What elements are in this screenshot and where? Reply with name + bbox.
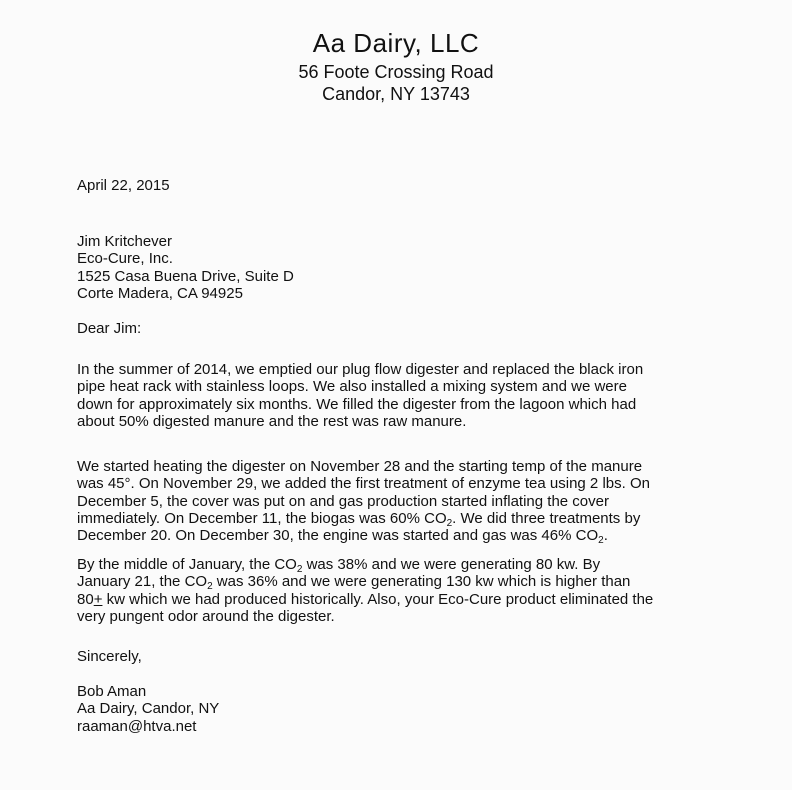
text-fragment: kw which we had produced historically. Also, your Eco-Cure product eliminated the	[102, 590, 654, 608]
recipient-name: Jim Kritchever	[77, 233, 173, 250]
company-name: Aa Dairy, LLC	[312, 28, 480, 58]
paragraph-2	[77, 458, 737, 547]
paragraph-line: pipe heat rack with stainless loops. We also installed a mixing system and we were	[77, 378, 627, 396]
subscript: 2	[296, 564, 303, 575]
text-fragment: By the middle of January, the CO	[77, 556, 297, 573]
text-fragment: was 36% and we were generating 130 kw which is higher than	[212, 573, 631, 591]
subscript: 2	[446, 517, 453, 529]
paragraph-line	[77, 510, 737, 527]
company-address-line1: 56 Foote Crossing Road	[298, 62, 494, 82]
paragraph-1	[77, 361, 737, 430]
paragraph-line: In the summer of 2014, we emptied our plug flow digester and replaced the black iron	[77, 361, 644, 378]
paragraph-line	[77, 591, 737, 608]
signature-block	[77, 683, 737, 735]
signer-org: Aa Dairy, Candor, NY	[77, 700, 220, 718]
plus-minus-underlined: +	[93, 590, 103, 608]
closing: Sincerely,	[77, 648, 142, 665]
text-fragment: .	[603, 527, 608, 545]
recipient-company: Eco-Cure, Inc.	[77, 250, 173, 268]
paragraph-line: about 50% digested manure and the rest was raw manure.	[77, 412, 467, 430]
paragraph-3	[77, 556, 737, 625]
paragraph-line: was 45°. On November 29, we added the first treatment of enzyme tea using 2 lbs. On	[77, 475, 650, 493]
text-fragment: immediately. On December 11, the biogas was 60% CO	[77, 509, 447, 527]
company-address-line2: Candor, NY 13743	[322, 84, 470, 104]
recipient-city: Corte Madera, CA 94925	[77, 284, 243, 302]
paragraph-line	[77, 556, 737, 573]
subscript: 2	[207, 581, 213, 593]
paragraph-line	[77, 527, 737, 547]
text-fragment: January 21, the CO	[77, 573, 208, 591]
paragraph-line	[77, 573, 737, 593]
text-fragment: December 20. On December 30, the engine was started and gas was 46% CO	[77, 527, 599, 545]
paragraph-line: December 5, the cover was put on and gas production started inflating the cover	[77, 492, 609, 510]
recipient-block	[77, 233, 737, 302]
text-fragment: 80	[77, 590, 94, 608]
signer-email: raaman@htva.net	[77, 717, 197, 735]
text-fragment: was 38% and we were generating 80 kw. By	[302, 556, 601, 573]
signer-name: Bob Aman	[77, 683, 147, 700]
subscript: 2	[598, 535, 604, 547]
paragraph-line: very pungent odor around the digester.	[77, 607, 335, 625]
paragraph-line: down for approximately six months. We filled the digester from the lagoon which had	[77, 395, 637, 413]
recipient-street: 1525 Casa Buena Drive, Suite D	[77, 267, 294, 285]
letter-date: April 22, 2015	[77, 177, 170, 194]
text-fragment: . We did three treatments by	[452, 509, 641, 527]
salutation: Dear Jim:	[77, 320, 142, 337]
paragraph-line: We started heating the digester on November 28 and the starting temp of the manure	[77, 458, 643, 475]
